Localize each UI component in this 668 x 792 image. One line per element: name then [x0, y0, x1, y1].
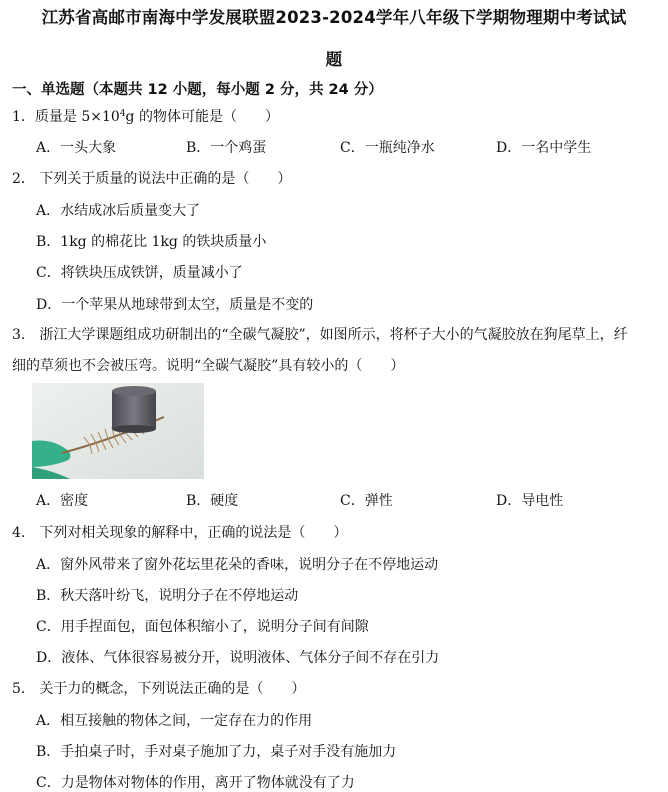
question-2-stem: 2． 下列关于质量的说法中正确的是（ ） — [12, 171, 292, 187]
question-3-stem-line2: 细的草须也不会被压弯。说明“全碳气凝胶”具有较小的（ ） — [12, 358, 405, 374]
question-4-option-c[interactable]: C．用手捏面包，面包体积缩小了，说明分子间有间隙 — [36, 619, 369, 635]
question-4-option-d[interactable]: D．液体、气体很容易被分开，说明液体、气体分子间不存在引力 — [36, 650, 440, 666]
question-4-option-a[interactable]: A．窗外风带来了窗外花坛里花朵的香味，说明分子在不停地运动 — [36, 557, 439, 573]
exam-title-line2: 题 — [325, 50, 343, 69]
aerogel-on-grass-photo — [32, 383, 204, 479]
question-5-option-c[interactable]: C．力是物体对物体的作用，离开了物体就没有了力 — [36, 775, 355, 791]
question-2-option-a[interactable]: A．水结成冰后质量变大了 — [36, 203, 201, 219]
question-5-stem: 5． 关于力的概念，下列说法正确的是（ ） — [12, 681, 306, 697]
question-3-option-b[interactable]: B．硬度 — [186, 493, 239, 509]
question-4-stem: 4． 下列对相关现象的解释中，正确的说法是（ ） — [12, 525, 348, 541]
section-heading: 一、单选题（本题共 12 小题，每小题 2 分，共 24 分） — [12, 82, 383, 98]
question-2-option-b[interactable]: B．1kg 的棉花比 1kg 的铁块质量小 — [36, 234, 267, 250]
question-1-option-d[interactable]: D．一名中学生 — [496, 140, 592, 156]
question-2-option-d[interactable]: D．一个苹果从地球带到太空，质量是不变的 — [36, 297, 314, 313]
question-3-option-c[interactable]: C．弹性 — [340, 493, 393, 509]
question-1-option-b[interactable]: B．一个鸡蛋 — [186, 140, 267, 156]
exam-title-line1: 江苏省高邮市南海中学发展联盟2023-2024学年八年级下学期物理期中考试试 — [41, 8, 627, 27]
question-1-option-a[interactable]: A．一头大象 — [36, 140, 117, 156]
question-2-option-c[interactable]: C．将铁块压成铁饼，质量减小了 — [36, 265, 243, 281]
question-1-stem: 1．质量是 $5\times 10^4g$ 的物体可能是（ ） — [12, 109, 279, 125]
question-1-option-c[interactable]: C．一瓶纯净水 — [340, 140, 435, 156]
question-3-stem-line1: 3． 浙江大学课题组成功研制出的“全碳气凝胶”，如图所示，将杯子大小的气凝胶放在狗尾草上，纤 — [12, 327, 628, 343]
question-4-option-b[interactable]: B．秋天落叶纷飞，说明分子在不停地运动 — [36, 588, 299, 604]
question-3-option-d[interactable]: D．导电性 — [496, 493, 564, 509]
question-3-option-a[interactable]: A．密度 — [36, 493, 89, 509]
question-5-option-b[interactable]: B．手拍桌子时，手对桌子施加了力，桌子对手没有施加力 — [36, 744, 397, 760]
question-5-option-a[interactable]: A．相互接触的物体之间，一定存在力的作用 — [36, 713, 313, 729]
